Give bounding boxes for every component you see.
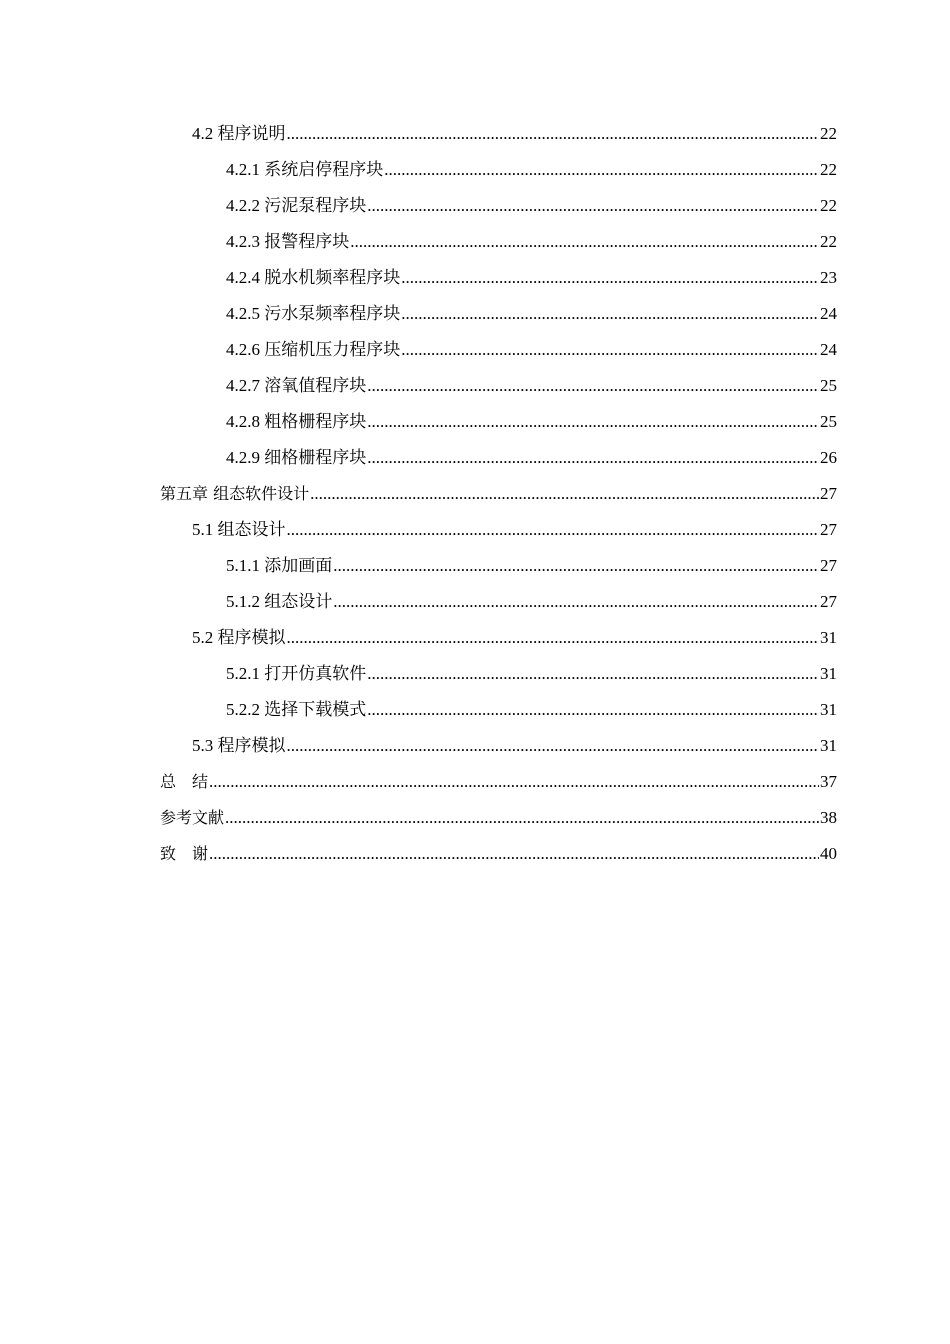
dot-leader: [367, 368, 819, 404]
toc-entry-4-2-4: [160, 260, 837, 296]
dot-leader: [367, 404, 819, 440]
toc-entry-page: 38: [820, 808, 837, 827]
toc-entry-4-2-9: [160, 440, 837, 476]
dot-leader: [225, 800, 819, 836]
toc-entry-title: 5.3 程序模拟: [192, 736, 286, 755]
toc-entry-title: 4.2.1 系统启停程序块: [226, 160, 384, 179]
toc-entry-5-2-2: [160, 692, 837, 728]
toc-entry-page: 24: [820, 340, 837, 359]
toc-entry-page: 37: [820, 772, 837, 791]
toc-entry-title: 5.2.1 打开仿真软件: [226, 664, 367, 683]
dot-leader: [333, 548, 819, 584]
toc-entry-summary: [160, 764, 837, 800]
toc-entry-page: 27: [820, 556, 837, 575]
toc-entry-title: 5.2 程序模拟: [192, 628, 286, 647]
dot-leader: [367, 692, 819, 728]
toc-entry-chapter-5: [160, 476, 837, 512]
toc-entry-title: 4.2.2 污泥泵程序块: [226, 196, 367, 215]
toc-entry-4-2-8: [160, 404, 837, 440]
toc-entry-4-2-3: [160, 224, 837, 260]
toc-entry-4-2: [160, 116, 837, 152]
dot-leader: [287, 512, 820, 548]
toc-entry-5-1: [160, 512, 837, 548]
toc-entry-4-2-1: [160, 152, 837, 188]
table-of-contents: [160, 116, 837, 872]
toc-entry-page: 31: [820, 700, 837, 719]
toc-entry-references: [160, 800, 837, 836]
toc-entry-page: 22: [820, 196, 837, 215]
toc-entry-5-1-2: [160, 584, 837, 620]
dot-leader: [401, 332, 819, 368]
toc-entry-title: 4.2.3 报警程序块: [226, 232, 350, 251]
dot-leader: [310, 476, 819, 512]
toc-entry-page: 31: [820, 664, 837, 683]
toc-entry-title: 4.2 程序说明: [192, 124, 286, 143]
toc-entry-title: 4.2.9 细格栅程序块: [226, 448, 367, 467]
dot-leader: [209, 764, 819, 800]
toc-entry-title: 4.2.4 脱水机频率程序块: [226, 268, 401, 287]
toc-entry-page: 31: [820, 628, 837, 647]
dot-leader: [350, 224, 819, 260]
toc-entry-page: 24: [820, 304, 837, 323]
toc-entry-title: 总 结: [160, 772, 209, 791]
toc-entry-title: 4.2.8 粗格栅程序块: [226, 412, 367, 431]
dot-leader: [401, 260, 819, 296]
toc-entry-title: 4.2.6 压缩机压力程序块: [226, 340, 401, 359]
dot-leader: [287, 116, 820, 152]
dot-leader: [367, 188, 819, 224]
toc-entry-page: 27: [820, 520, 837, 539]
toc-entry-page: 23: [820, 268, 837, 287]
dot-leader: [367, 656, 819, 692]
toc-entry-4-2-7: [160, 368, 837, 404]
toc-entry-5-3: [160, 728, 837, 764]
toc-entry-title: 5.1 组态设计: [192, 520, 286, 539]
toc-entry-page: 27: [820, 592, 837, 611]
dot-leader: [384, 152, 819, 188]
toc-entry-title: 参考文献: [160, 808, 225, 827]
dot-leader: [401, 296, 819, 332]
toc-entry-page: 22: [820, 124, 837, 143]
toc-entry-4-2-5: [160, 296, 837, 332]
toc-entry-page: 26: [820, 448, 837, 467]
toc-entry-title: 5.1.1 添加画面: [226, 556, 333, 575]
toc-entry-5-1-1: [160, 548, 837, 584]
toc-entry-page: 31: [820, 736, 837, 755]
toc-entry-acknowledgements: [160, 836, 837, 872]
toc-entry-title: 5.1.2 组态设计: [226, 592, 333, 611]
dot-leader: [287, 728, 820, 764]
toc-entry-page: 22: [820, 232, 837, 251]
toc-entry-title: 4.2.5 污水泵频率程序块: [226, 304, 401, 323]
toc-entry-5-2-1: [160, 656, 837, 692]
dot-leader: [333, 584, 819, 620]
toc-entry-title: 第五章 组态软件设计: [160, 484, 310, 503]
toc-entry-page: 22: [820, 160, 837, 179]
toc-entry-4-2-6: [160, 332, 837, 368]
dot-leader: [287, 620, 820, 656]
toc-entry-5-2: [160, 620, 837, 656]
toc-entry-4-2-2: [160, 188, 837, 224]
toc-entry-page: 25: [820, 412, 837, 431]
dot-leader: [367, 440, 819, 476]
toc-entry-title: 致 谢: [160, 844, 209, 863]
toc-entry-page: 40: [820, 844, 837, 863]
dot-leader: [209, 836, 819, 872]
toc-entry-title: 4.2.7 溶氧值程序块: [226, 376, 367, 395]
toc-entry-title: 5.2.2 选择下载模式: [226, 700, 367, 719]
toc-entry-page: 25: [820, 376, 837, 395]
toc-entry-page: 27: [820, 484, 837, 503]
